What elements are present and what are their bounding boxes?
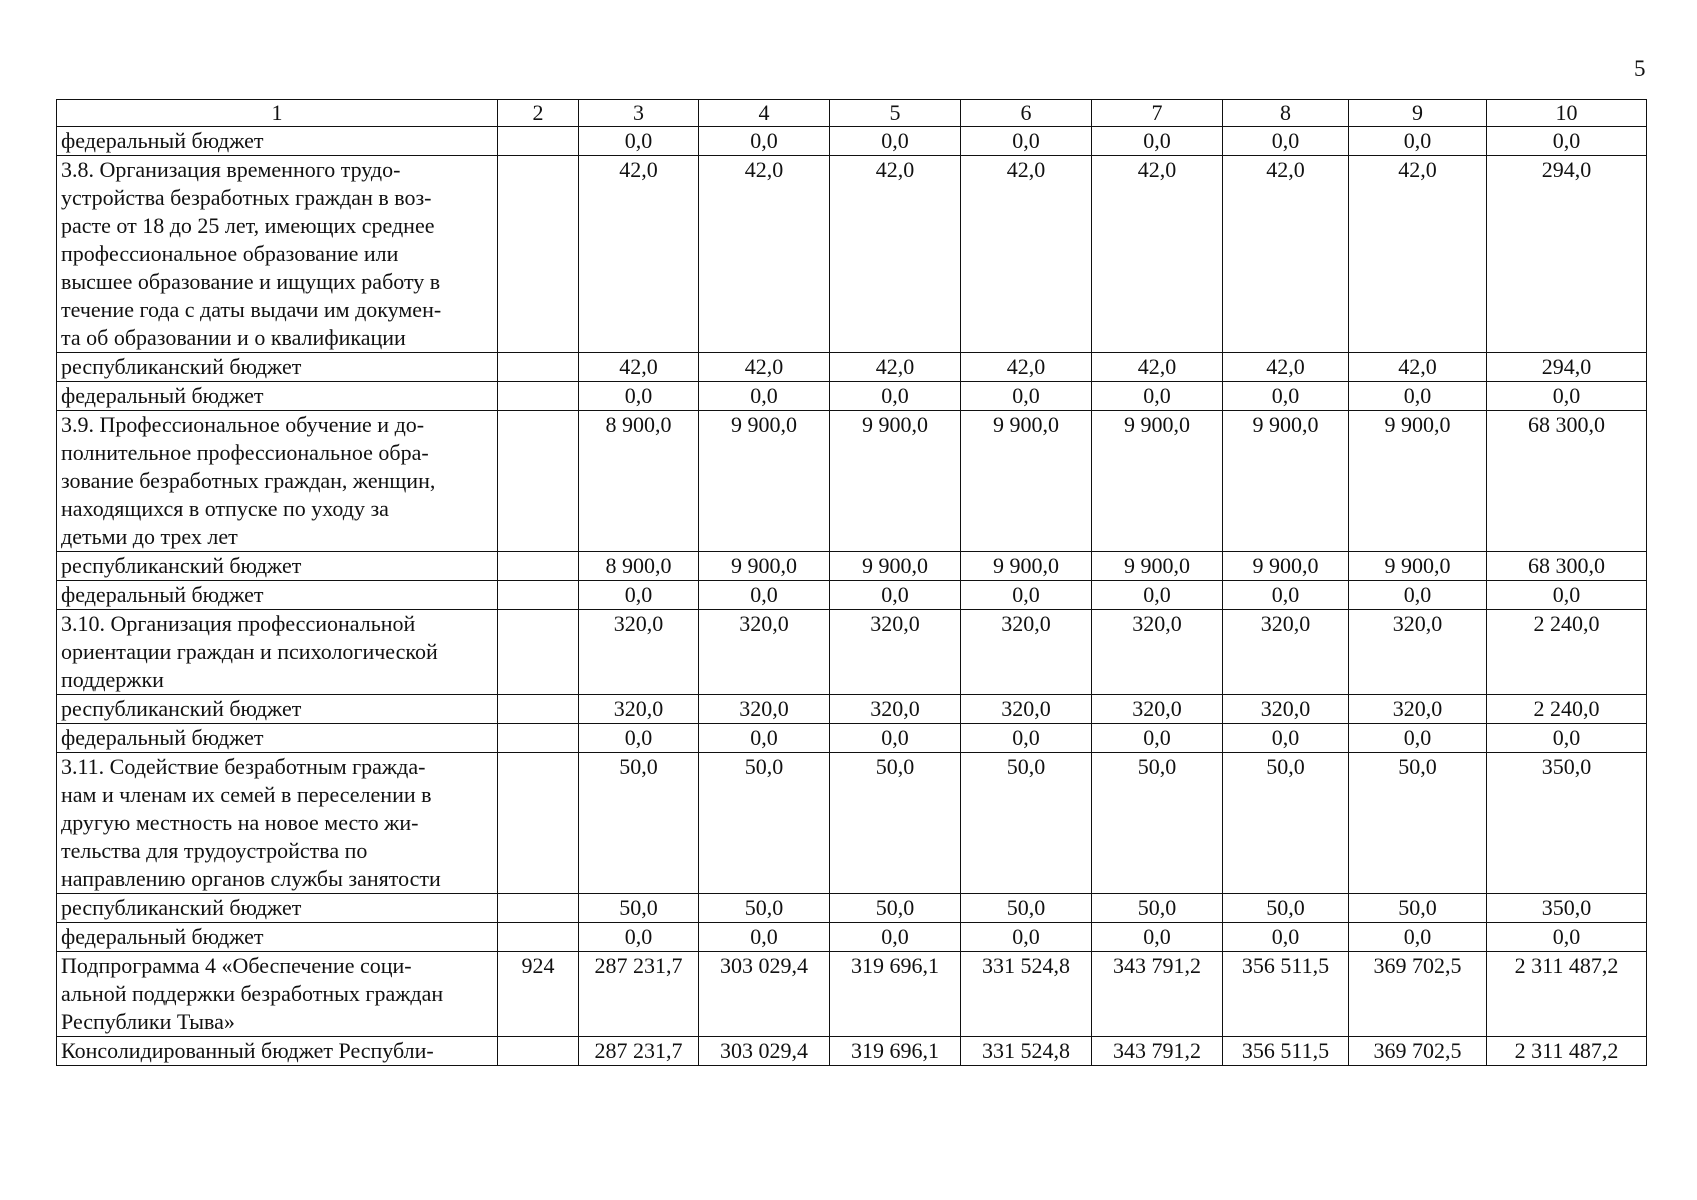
row-code-cell [498, 695, 579, 724]
table-row [57, 552, 1647, 581]
value-cell: 369 702,5 [1349, 952, 1487, 1037]
value-cell: 8 900,0 [579, 552, 699, 581]
value-cell: 0,0 [579, 581, 699, 610]
row-label-cell: федеральный бюджет [57, 724, 498, 753]
value-cell: 9 900,0 [1349, 411, 1487, 552]
column-header: 5 [830, 100, 961, 127]
value-cell: 0,0 [1487, 724, 1647, 753]
value-cell: 50,0 [579, 753, 699, 894]
value-cell: 42,0 [961, 156, 1092, 353]
value-cell: 331 524,8 [961, 1037, 1092, 1066]
row-code-cell [498, 610, 579, 695]
row-label-cell: 3.11. Содействие безработным гражда- нам и членам их семей в переселении в другую местность на новое место жи- тельства для трудоустройства по направлению органов службы занятости [57, 753, 498, 894]
value-cell: 320,0 [1349, 695, 1487, 724]
value-cell: 0,0 [1092, 581, 1223, 610]
value-cell: 303 029,4 [699, 952, 830, 1037]
value-cell: 0,0 [1092, 724, 1223, 753]
value-cell: 0,0 [579, 923, 699, 952]
row-code-cell [498, 923, 579, 952]
value-cell: 0,0 [699, 923, 830, 952]
column-header: 8 [1223, 100, 1349, 127]
value-cell: 42,0 [961, 353, 1092, 382]
value-cell: 50,0 [1223, 753, 1349, 894]
value-cell: 287 231,7 [579, 952, 699, 1037]
value-cell: 0,0 [699, 581, 830, 610]
value-cell: 9 900,0 [1349, 552, 1487, 581]
value-cell: 356 511,5 [1223, 952, 1349, 1037]
value-cell: 320,0 [699, 695, 830, 724]
value-cell: 320,0 [830, 610, 961, 695]
value-cell: 0,0 [1487, 581, 1647, 610]
value-cell: 0,0 [1349, 581, 1487, 610]
value-cell: 68 300,0 [1487, 411, 1647, 552]
value-cell: 320,0 [1092, 695, 1223, 724]
value-cell: 0,0 [830, 923, 961, 952]
table-row [57, 753, 1647, 894]
row-code-cell [498, 1037, 579, 1066]
value-cell: 0,0 [1349, 382, 1487, 411]
value-cell: 50,0 [1092, 894, 1223, 923]
value-cell: 0,0 [1349, 127, 1487, 156]
value-cell: 0,0 [830, 724, 961, 753]
value-cell: 9 900,0 [830, 552, 961, 581]
value-cell: 0,0 [1349, 724, 1487, 753]
value-cell: 42,0 [1092, 353, 1223, 382]
value-cell: 0,0 [1349, 923, 1487, 952]
table-row [57, 382, 1647, 411]
table-row [57, 411, 1647, 552]
value-cell: 9 900,0 [961, 411, 1092, 552]
value-cell: 9 900,0 [699, 411, 830, 552]
value-cell: 0,0 [830, 382, 961, 411]
value-cell: 0,0 [699, 127, 830, 156]
value-cell: 0,0 [1487, 923, 1647, 952]
value-cell: 42,0 [1223, 353, 1349, 382]
value-cell: 331 524,8 [961, 952, 1092, 1037]
value-cell: 0,0 [1223, 923, 1349, 952]
row-label-cell: 3.9. Профессиональное обучение и до- полнительное профессиональное обра- зование безработных граждан, женщин, находящихся в отпуске по уходу за детьми до трех лет [57, 411, 498, 552]
budget-table [56, 99, 1647, 1066]
row-code-cell: 924 [498, 952, 579, 1037]
value-cell: 369 702,5 [1349, 1037, 1487, 1066]
value-cell: 50,0 [699, 894, 830, 923]
value-cell: 50,0 [699, 753, 830, 894]
column-header: 3 [579, 100, 699, 127]
row-label-cell: федеральный бюджет [57, 127, 498, 156]
value-cell: 2 311 487,2 [1487, 1037, 1647, 1066]
row-code-cell [498, 581, 579, 610]
value-cell: 0,0 [961, 724, 1092, 753]
row-label-cell: федеральный бюджет [57, 923, 498, 952]
value-cell: 9 900,0 [830, 411, 961, 552]
value-cell: 42,0 [1223, 156, 1349, 353]
row-label-cell: Консолидированный бюджет Республи- [57, 1037, 498, 1066]
value-cell: 320,0 [1092, 610, 1223, 695]
table-row [57, 156, 1647, 353]
value-cell: 0,0 [1092, 127, 1223, 156]
value-cell: 50,0 [1223, 894, 1349, 923]
row-label-cell: республиканский бюджет [57, 695, 498, 724]
value-cell: 9 900,0 [1092, 552, 1223, 581]
value-cell: 0,0 [961, 923, 1092, 952]
value-cell: 294,0 [1487, 353, 1647, 382]
value-cell: 0,0 [1223, 127, 1349, 156]
value-cell: 50,0 [579, 894, 699, 923]
row-code-cell [498, 156, 579, 353]
value-cell: 50,0 [830, 753, 961, 894]
table-header-row [57, 100, 1647, 127]
column-header: 2 [498, 100, 579, 127]
value-cell: 50,0 [961, 753, 1092, 894]
value-cell: 320,0 [830, 695, 961, 724]
value-cell: 0,0 [1487, 127, 1647, 156]
value-cell: 2 311 487,2 [1487, 952, 1647, 1037]
value-cell: 320,0 [579, 610, 699, 695]
row-code-cell [498, 724, 579, 753]
row-label-cell: федеральный бюджет [57, 581, 498, 610]
column-header: 10 [1487, 100, 1647, 127]
row-code-cell [498, 753, 579, 894]
value-cell: 303 029,4 [699, 1037, 830, 1066]
table-row [57, 695, 1647, 724]
value-cell: 0,0 [1487, 382, 1647, 411]
value-cell: 0,0 [961, 127, 1092, 156]
row-code-cell [498, 552, 579, 581]
value-cell: 0,0 [1223, 724, 1349, 753]
value-cell: 42,0 [699, 353, 830, 382]
value-cell: 50,0 [1349, 894, 1487, 923]
column-header: 6 [961, 100, 1092, 127]
value-cell: 0,0 [579, 382, 699, 411]
value-cell: 50,0 [1092, 753, 1223, 894]
column-header: 1 [57, 100, 498, 127]
row-label-cell: 3.10. Организация профессиональной ориентации граждан и психологической поддержки [57, 610, 498, 695]
value-cell: 2 240,0 [1487, 695, 1647, 724]
table-row [57, 923, 1647, 952]
row-label-cell: республиканский бюджет [57, 353, 498, 382]
value-cell: 68 300,0 [1487, 552, 1647, 581]
row-code-cell [498, 382, 579, 411]
value-cell: 0,0 [830, 127, 961, 156]
value-cell: 9 900,0 [699, 552, 830, 581]
table-row [57, 952, 1647, 1037]
row-code-cell [498, 353, 579, 382]
value-cell: 350,0 [1487, 753, 1647, 894]
row-code-cell [498, 127, 579, 156]
value-cell: 350,0 [1487, 894, 1647, 923]
value-cell: 8 900,0 [579, 411, 699, 552]
value-cell: 356 511,5 [1223, 1037, 1349, 1066]
value-cell: 0,0 [830, 581, 961, 610]
value-cell: 319 696,1 [830, 1037, 961, 1066]
table-row [57, 610, 1647, 695]
value-cell: 0,0 [1092, 923, 1223, 952]
value-cell: 42,0 [699, 156, 830, 353]
value-cell: 42,0 [830, 353, 961, 382]
value-cell: 320,0 [699, 610, 830, 695]
value-cell: 9 900,0 [1223, 411, 1349, 552]
value-cell: 9 900,0 [1092, 411, 1223, 552]
value-cell: 343 791,2 [1092, 1037, 1223, 1066]
row-label-cell: республиканский бюджет [57, 552, 498, 581]
value-cell: 320,0 [961, 695, 1092, 724]
column-header: 7 [1092, 100, 1223, 127]
value-cell: 0,0 [1223, 581, 1349, 610]
table-row [57, 894, 1647, 923]
table-row [57, 353, 1647, 382]
value-cell: 42,0 [579, 353, 699, 382]
value-cell: 42,0 [579, 156, 699, 353]
value-cell: 0,0 [1223, 382, 1349, 411]
value-cell: 320,0 [579, 695, 699, 724]
value-cell: 319 696,1 [830, 952, 961, 1037]
value-cell: 0,0 [699, 382, 830, 411]
value-cell: 50,0 [830, 894, 961, 923]
value-cell: 0,0 [579, 724, 699, 753]
value-cell: 0,0 [1092, 382, 1223, 411]
value-cell: 9 900,0 [961, 552, 1092, 581]
value-cell: 42,0 [1349, 156, 1487, 353]
value-cell: 320,0 [1223, 610, 1349, 695]
table-row [57, 1037, 1647, 1066]
column-header: 9 [1349, 100, 1487, 127]
row-label-cell: республиканский бюджет [57, 894, 498, 923]
table-row [57, 581, 1647, 610]
value-cell: 50,0 [961, 894, 1092, 923]
column-header: 4 [699, 100, 830, 127]
value-cell: 294,0 [1487, 156, 1647, 353]
value-cell: 42,0 [1349, 353, 1487, 382]
value-cell: 320,0 [1349, 610, 1487, 695]
value-cell: 0,0 [961, 581, 1092, 610]
value-cell: 0,0 [699, 724, 830, 753]
row-label-cell: Подпрограмма 4 «Обеспечение соци- альной поддержки безработных граждан Республики Тыва» [57, 952, 498, 1037]
value-cell: 0,0 [961, 382, 1092, 411]
table-row [57, 724, 1647, 753]
value-cell: 42,0 [830, 156, 961, 353]
value-cell: 320,0 [961, 610, 1092, 695]
table-row [57, 127, 1647, 156]
value-cell: 42,0 [1092, 156, 1223, 353]
value-cell: 320,0 [1223, 695, 1349, 724]
value-cell: 2 240,0 [1487, 610, 1647, 695]
row-code-cell [498, 411, 579, 552]
value-cell: 9 900,0 [1223, 552, 1349, 581]
row-label-cell: 3.8. Организация временного трудо- устройства безработных граждан в воз- расте от 18 до 25 лет, имеющих среднее профессиональное образование или высшее образование и ищущих работу в течение года с даты выдачи им докумен- та об образовании и о квалификации [57, 156, 498, 353]
value-cell: 287 231,7 [579, 1037, 699, 1066]
page-number: 5 [1634, 56, 1646, 81]
row-code-cell [498, 894, 579, 923]
table-body [57, 100, 1647, 1066]
value-cell: 50,0 [1349, 753, 1487, 894]
value-cell: 0,0 [579, 127, 699, 156]
row-label-cell: федеральный бюджет [57, 382, 498, 411]
value-cell: 343 791,2 [1092, 952, 1223, 1037]
